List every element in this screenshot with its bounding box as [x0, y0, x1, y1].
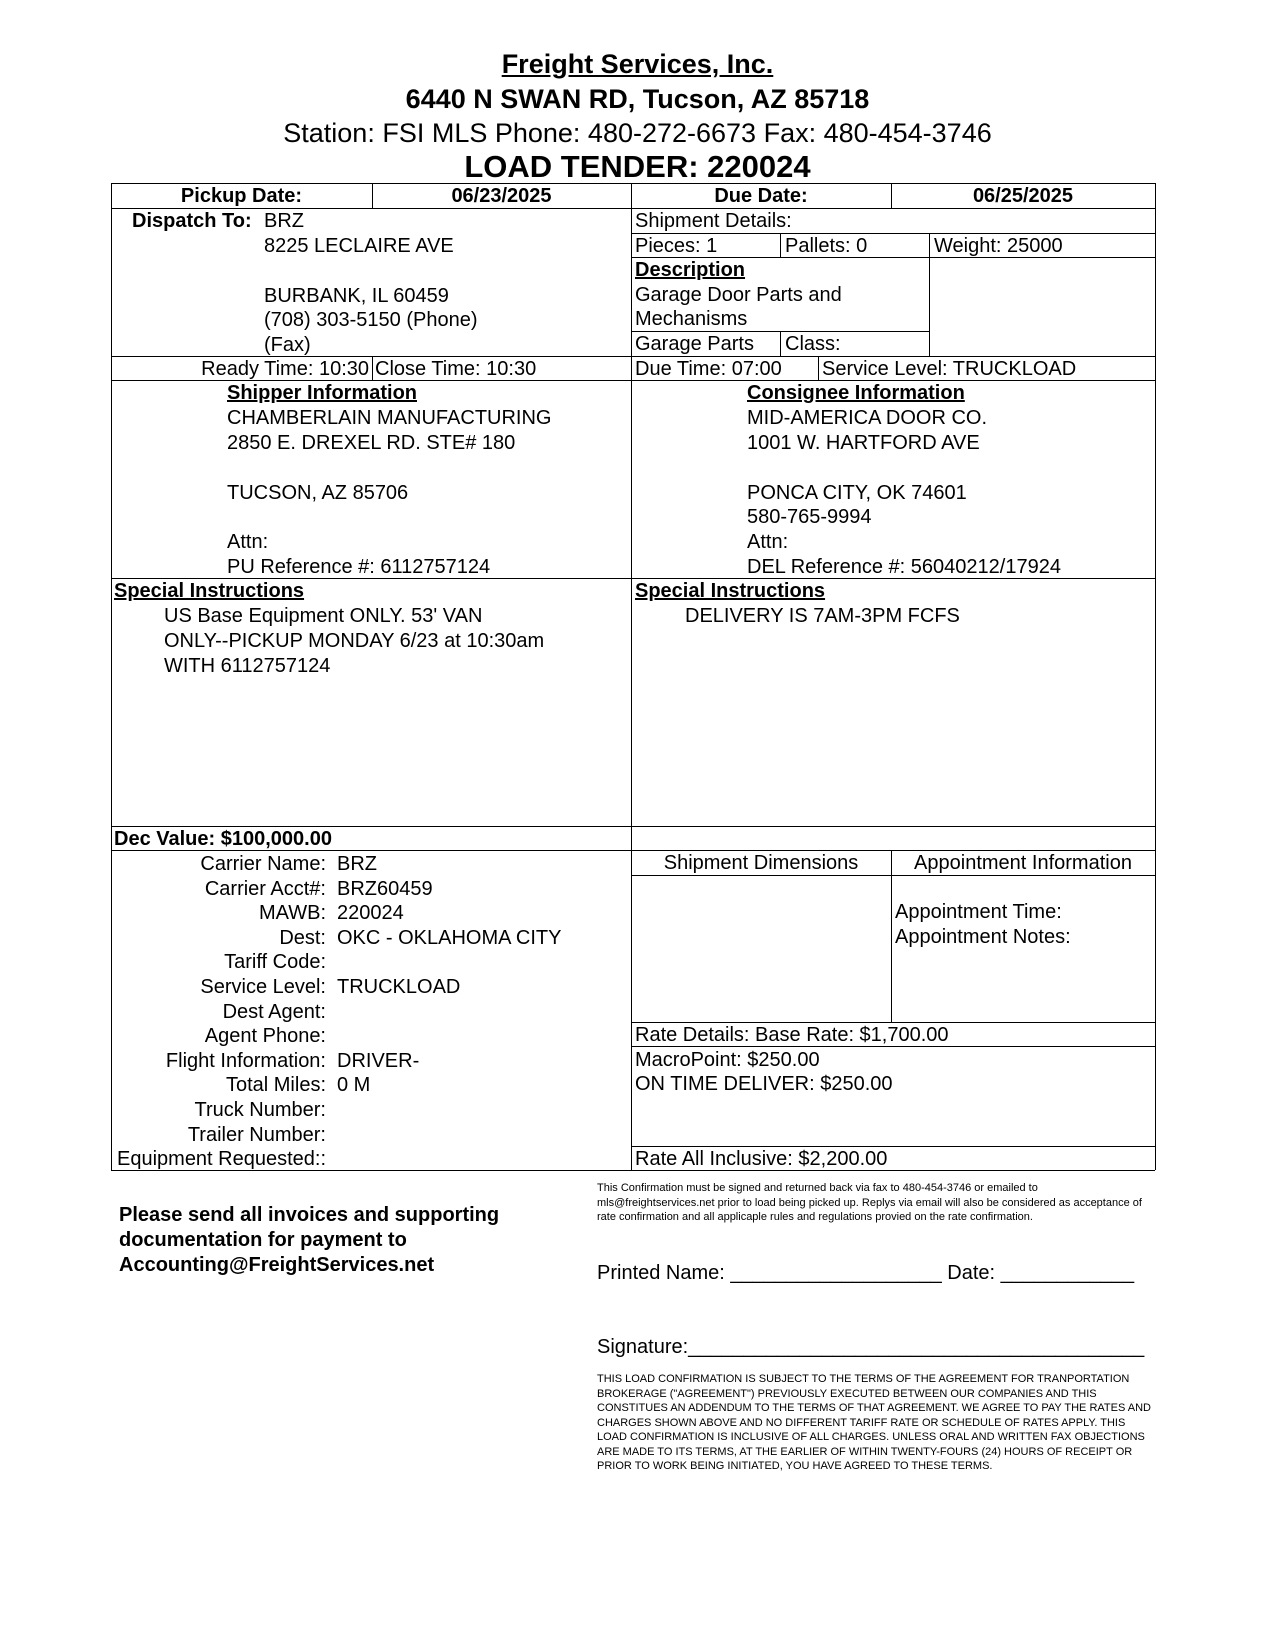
appointment-time: Appointment Time: — [895, 901, 1062, 923]
macropoint-rate: MacroPoint: $250.00 — [635, 1049, 820, 1071]
base-rate: Rate Details: Base Rate: $1,700.00 — [635, 1024, 949, 1046]
appointment-info-label: Appointment Information — [914, 852, 1132, 874]
invoice-line1: Please send all invoices and supporting — [119, 1204, 500, 1226]
declared-value: Dec Value: $100,000.00 — [114, 828, 332, 850]
confirmation-notice: This Confirmation must be signed and returned back via fax to 480-454-3746 or emailed to mls@freightservices.net prior to load being picked up. Replys via email will also be considered as acceptance of rate confirmation and all applicaple rules and regulations provied on the rate confirmation. — [597, 1182, 1142, 1223]
dispatch-fax: (Fax) — [264, 334, 311, 356]
service-level: Service Level: TRUCKLOAD — [822, 358, 1077, 380]
shipper-attn: Attn: — [227, 531, 269, 553]
carrier-row-label: Flight Information: — [165, 1050, 326, 1072]
printed-name-date-line: Printed Name: ___________________ Date: ____________ — [597, 1262, 1135, 1284]
carrier-row-value: BRZ60459 — [337, 878, 433, 900]
freight-class: Class: — [785, 333, 841, 355]
equipment-requested: Equipment Requested:: — [117, 1148, 327, 1170]
special-instructions-left-line2: ONLY--PICKUP MONDAY 6/23 at 10:30am — [164, 630, 545, 652]
consignee-attn: Attn: — [747, 531, 789, 553]
shipper-heading: Shipper Information — [227, 382, 417, 404]
carrier-row-value: DRIVER- — [337, 1050, 420, 1072]
carrier-row-label: Trailer Number: — [187, 1124, 326, 1146]
carrier-row-label: Dest Agent: — [222, 1001, 326, 1023]
carrier-row-label: Carrier Acct#: — [204, 878, 326, 900]
shipper-city: TUCSON, AZ 85706 — [227, 482, 409, 504]
consignee-phone: 580-765-9994 — [747, 506, 872, 528]
dispatch-phone: (708) 303-5150 (Phone) — [264, 309, 478, 331]
carrier-row-value: OKC - OKLAHOMA CITY — [337, 927, 562, 949]
pieces: Pieces: 1 — [635, 235, 718, 257]
terms-text: THIS LOAD CONFIRMATION IS SUBJECT TO THE TERMS OF THE AGREEMENT FOR TRANPORTATION BROKERAGE ("AGREEMENT") PREVIOUSLY EXECUTED BETWEEN OUR COMPANIES AND THIS CONSTITUES AN ADDENDUM TO THE TERMS OF THAT AGREEMENT. WE AGREE TO PAY THE RATES AND CHARGES SHOWN ABOVE AND NO DIFFERENT TARIFF RATE OR SCHEDULE OF RATES APPLY. THIS LOAD CONFIRMATION IS INCLUSIVE OF ALL CHARGES. UNLESS ORAL AND WRITTEN FAX OBJECTIONS ARE MADE TO ITS TERMS, AT THE EARLIER OF WITHIN TWENTY-FOURS (24) HOURS OF RECEIPT OR PRIOR TO WORK BEING INITIATED, YOU HAVE AGREED TO THESE TERMS. — [597, 1373, 1151, 1472]
on-time-rate: ON TIME DELIVER: $250.00 — [635, 1073, 893, 1095]
carrier-row-label: Dest: — [279, 927, 326, 949]
special-instructions-left-line1: US Base Equipment ONLY. 53' VAN — [164, 605, 483, 627]
carrier-row-label: Agent Phone: — [204, 1025, 326, 1047]
description-line2: Mechanisms — [635, 308, 748, 330]
company-name: Freight Services, Inc. — [501, 49, 774, 79]
shipper-street: 2850 E. DREXEL RD. STE# 180 — [227, 432, 516, 454]
shipment-dimensions-label: Shipment Dimensions — [663, 852, 859, 874]
ready-time: Ready Time: 10:30 — [201, 358, 369, 380]
carrier-row-label: Carrier Name: — [200, 853, 326, 875]
due-date-label: Due Date: — [714, 185, 808, 207]
due-date-value: 06/25/2025 — [972, 185, 1074, 207]
carrier-row-value: 220024 — [337, 902, 404, 924]
consignee-reference: DEL Reference #: 56040212/17924 — [747, 556, 1061, 578]
special-instructions-right-line1: DELIVERY IS 7AM-3PM FCFS — [685, 605, 960, 627]
signature-line: Signature:_________________________________________ — [597, 1336, 1145, 1358]
pickup-date-value: 06/23/2025 — [451, 185, 552, 207]
dispatch-name: BRZ — [264, 210, 304, 232]
pallets: Pallets: 0 — [785, 235, 868, 257]
carrier-row-label: Tariff Code: — [224, 951, 326, 973]
carrier-row-value: BRZ — [337, 853, 377, 875]
page-title: LOAD TENDER: 220024 — [464, 149, 811, 184]
station-line: Station: FSI MLS Phone: 480-272-6673 Fax: 480-454-3746 — [283, 118, 992, 148]
close-time: Close Time: 10:30 — [375, 358, 537, 380]
shipper-reference: PU Reference #: 6112757124 — [227, 556, 491, 578]
special-instructions-left-line3: WITH 6112757124 — [164, 655, 331, 677]
special-instructions-heading-right: Special Instructions — [635, 580, 826, 602]
consignee-city: PONCA CITY, OK 74601 — [747, 482, 967, 504]
carrier-row-label: MAWB: — [258, 902, 326, 924]
all-inclusive-rate: Rate All Inclusive: $2,200.00 — [635, 1148, 888, 1170]
carrier-row-label: Truck Number: — [194, 1099, 326, 1121]
carrier-row-label: Total Miles: — [225, 1074, 326, 1096]
description-line1: Garage Door Parts and — [635, 284, 842, 306]
appointment-notes: Appointment Notes: — [895, 926, 1071, 948]
invoice-line2: documentation for payment to — [119, 1229, 407, 1251]
consignee-heading: Consignee Information — [747, 382, 965, 404]
due-time: Due Time: 07:00 — [635, 358, 782, 380]
dispatch-city: BURBANK, IL 60459 — [264, 285, 449, 307]
special-instructions-heading-left: Special Instructions — [114, 580, 305, 602]
company-address: 6440 N SWAN RD, Tucson, AZ 85718 — [405, 84, 870, 114]
carrier-row-value: 0 M — [337, 1074, 371, 1096]
shipment-details-label: Shipment Details: — [635, 210, 792, 232]
description-label: Description — [635, 259, 746, 281]
weight: Weight: 25000 — [934, 235, 1063, 257]
dispatch-label: Dispatch To: — [132, 210, 252, 232]
invoice-email: Accounting@FreightServices.net — [119, 1254, 435, 1276]
dispatch-street: 8225 LECLAIRE AVE — [264, 235, 454, 257]
pickup-date-label: Pickup Date: — [180, 185, 303, 207]
consignee-street: 1001 W. HARTFORD AVE — [747, 432, 980, 454]
commodity: Garage Parts — [635, 333, 754, 355]
consignee-name: MID-AMERICA DOOR CO. — [747, 407, 988, 429]
carrier-row-value: TRUCKLOAD — [337, 976, 461, 998]
shipper-name: CHAMBERLAIN MANUFACTURING — [227, 407, 552, 429]
carrier-row-label: Service Level: — [200, 976, 326, 998]
